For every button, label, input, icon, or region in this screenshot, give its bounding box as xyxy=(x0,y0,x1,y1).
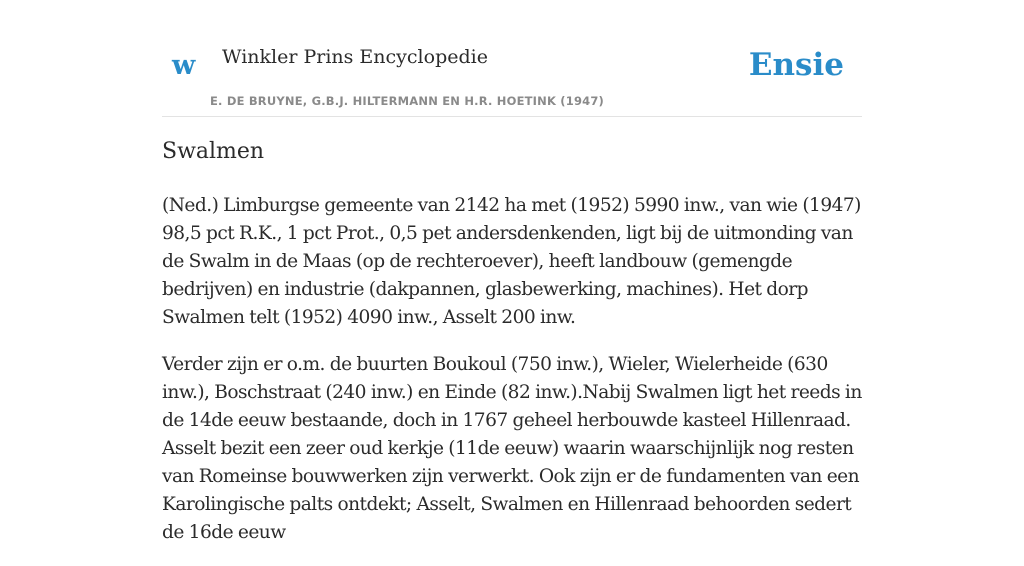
article-title: Swalmen xyxy=(162,139,265,164)
source-authors: E. DE BRUYNE, G.B.J. HILTERMANN EN H.R. HOETINK (1947) xyxy=(210,94,605,108)
source-title[interactable]: Winkler Prins Encyclopedie xyxy=(222,46,488,68)
article-body xyxy=(162,192,862,566)
source-header xyxy=(162,0,862,117)
article-paragraph-1: (Ned.) Limburgse gemeente van 2142 ha met (1952) 5990 inw., van wie (1947) 98,5 pct R.K., 1 pct Prot., 0,5 pet andersdenkenden, ligt bij de uitmonding van de Swalm in de Maas (op de rechteroever), heeft landbouw (gemengde bedrijven) en industrie (dakpannen, glasbewerking, machines). Het dorp Swalmen telt (1952) 4090 inw., Asselt 200 inw. xyxy=(162,195,861,328)
article-paragraph-2: Verder zijn er o.m. de buurten Boukoul (750 inw.), Wieler, Wielerheide (630 inw.), Boschstraat (240 inw.) en Einde (82 inw.).Nabij Swalmen ligt het reeds in de 14de eeuw bestaande, doch in 1767 geheel herbouwde kasteel Hillenraad. Asselt bezit een zeer oud kerkje (11de eeuw) waarin waarschijnlijk nog resten van Romeinse bouwwerken zijn verwerkt. Ook zijn er de fundamenten van een Karolingische palts ontdekt; Asselt, Swalmen en Hillenraad behoorden sedert de 16de eeuw xyxy=(162,354,862,543)
winkler-prins-logo-icon[interactable]: w xyxy=(172,50,196,81)
ensie-brand-link[interactable]: Ensie xyxy=(748,47,844,83)
